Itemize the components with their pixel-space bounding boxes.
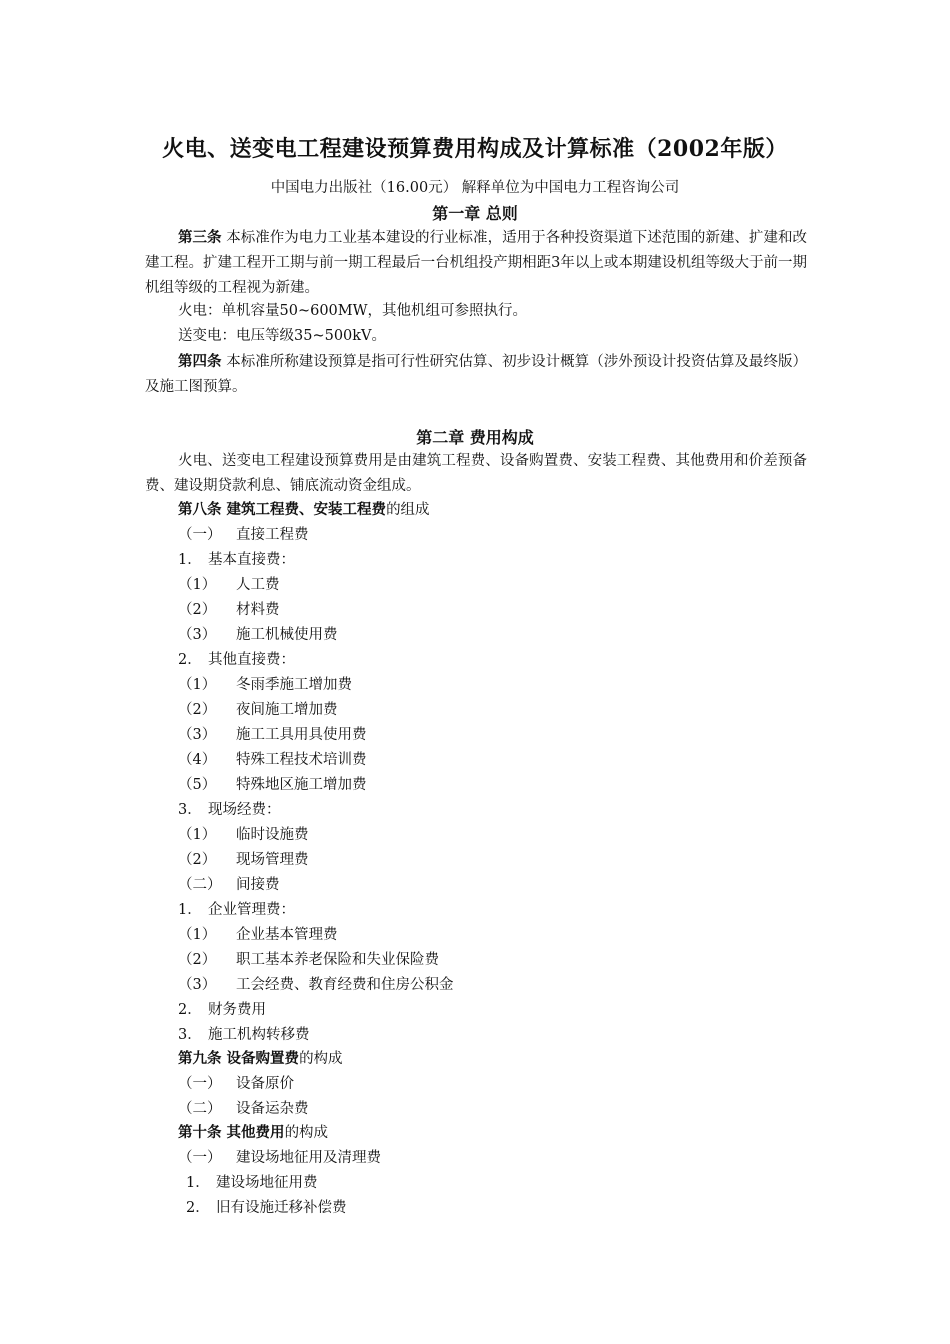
list-item-text: 间接费 (236, 877, 280, 893)
list-item-number: （3） (178, 977, 217, 993)
document-subtitle: 中国电力出版社（16.00元） 解释单位为中国电力工程咨询公司 (270, 180, 680, 196)
list-item-text: 特殊地区施工增加费 (236, 777, 367, 793)
chapter2-intro: 火电、送变电工程建设预算费用是由建筑工程费、设备购置费、安装工程费、其他费用和价差预备费、建设期贷款利息、铺底流动资金组成。 (145, 453, 807, 494)
list-item-number: （2） (178, 852, 217, 868)
list-item-text: 人工费 (236, 577, 280, 593)
list-item (178, 775, 367, 795)
chapter2-heading: 第二章 费用构成 (416, 428, 534, 447)
list-item-number: （1） (178, 677, 217, 693)
list-item (178, 875, 280, 895)
list-item-number: （1） (178, 827, 217, 843)
list-item-text: 施工机构转移费 (208, 1027, 310, 1043)
article8-suffix: 的组成 (386, 502, 430, 518)
list-item-number: （1） (178, 577, 217, 593)
article3-label: 第三条 (178, 229, 222, 246)
list-item-number: （二） (178, 1101, 222, 1117)
list-item-text: 临时设施费 (236, 827, 309, 843)
list-item-number: 3． (178, 802, 202, 818)
list-item-text: 现场经费： (208, 802, 281, 818)
list-item-number: 1． (186, 1175, 210, 1191)
list-item-text: 建设场地征用及清理费 (236, 1150, 381, 1166)
list-item-text: 材料费 (236, 602, 280, 618)
list-item-number: （一） (178, 527, 222, 543)
list-item (178, 675, 352, 695)
list-item-text: 冬雨季施工增加费 (236, 677, 352, 693)
list-item-number: （1） (178, 927, 217, 943)
article10-suffix: 的构成 (284, 1125, 329, 1141)
list-item-number: （4） (178, 752, 217, 768)
list-item-number: （二） (178, 877, 222, 893)
transmission-scope: 送变电：电压等级35~500kV。 (178, 328, 387, 344)
list-item-text: 施工机械使用费 (236, 627, 338, 643)
list-item (178, 600, 280, 620)
list-item-number: 2． (178, 652, 202, 668)
article4-paragraph (145, 349, 807, 400)
chapter1-heading: 第一章 总则 (432, 204, 518, 223)
list-item-number: （一） (178, 1076, 222, 1092)
list-item (178, 1025, 310, 1045)
list-item-text: 特殊工程技术培训费 (236, 752, 367, 768)
list-item-number: （3） (178, 727, 217, 743)
list-item (178, 650, 295, 670)
list-item (178, 1099, 309, 1119)
list-item (178, 725, 367, 745)
list-item-text: 施工工具用具使用费 (236, 727, 367, 743)
list-item-number: （一） (178, 1150, 222, 1166)
list-item (178, 550, 295, 570)
list-item-number: （3） (178, 627, 217, 643)
list-item-number: 1． (178, 902, 202, 918)
list-item (178, 975, 454, 995)
list-item (178, 950, 439, 970)
list-item (178, 800, 281, 820)
list-item (178, 625, 338, 645)
article8-label: 第八条 (178, 501, 222, 518)
article9-heading (178, 1049, 343, 1069)
thermal-scope: 火电：单机容量50~600MW，其他机组可参照执行。 (178, 303, 528, 319)
list-item (178, 575, 280, 595)
list-item-text: 其他直接费： (208, 652, 295, 668)
list-item-number: （5） (178, 777, 217, 793)
list-item-text: 夜间施工增加费 (236, 702, 338, 718)
list-item (178, 850, 309, 870)
list-item-text: 企业基本管理费 (236, 927, 338, 943)
article3-text: 本标准作为电力工业基本建设的行业标准，适用于各种投资渠道下述范围的新建、扩建和改建工程。扩建工程开工期与前一期工程最后一台机组投产期相距3年以上或本期建设机组等级大于前一期机组等级的工程视为新建。 (145, 230, 807, 296)
article8-heading (178, 500, 430, 520)
article9-label: 第九条 (178, 1050, 222, 1067)
list-item-text: 现场管理费 (236, 852, 309, 868)
article4-text: 本标准所称建设预算是指可行性研究估算、初步设计概算（涉外预设计投资估算及最终版）及施工图预算。 (145, 354, 807, 395)
list-item (178, 1074, 294, 1094)
article10-label: 第十条 (178, 1124, 222, 1141)
article10-heading (178, 1123, 328, 1143)
list-item-text: 设备原价 (236, 1076, 294, 1092)
list-item-number: 1． (178, 552, 202, 568)
document-title: 火电、送变电工程建设预算费用构成及计算标准（2002年版） (162, 136, 788, 162)
list-item-text: 职工基本养老保险和失业保险费 (236, 952, 439, 968)
article10-subject: 其他费用 (221, 1124, 285, 1141)
list-item-number: （2） (178, 952, 217, 968)
list-item (186, 1173, 318, 1193)
list-item-text: 基本直接费： (208, 552, 295, 568)
list-item (178, 1000, 266, 1020)
list-item-number: 3． (178, 1027, 202, 1043)
list-item (178, 700, 338, 720)
list-item (178, 900, 295, 920)
list-item-text: 设备运杂费 (236, 1101, 309, 1117)
list-item-text: 财务费用 (208, 1002, 266, 1018)
list-item-text: 企业管理费： (208, 902, 295, 918)
article9-subject: 设备购置费 (221, 1050, 300, 1067)
article4-label: 第四条 (178, 353, 222, 370)
list-item (178, 925, 338, 945)
list-item-text: 直接工程费 (236, 527, 309, 543)
list-item-number: 2． (178, 1002, 202, 1018)
article8-subject: 建筑工程费、安装工程费 (221, 501, 387, 518)
article9-suffix: 的构成 (299, 1051, 343, 1067)
list-item (186, 1198, 347, 1218)
list-item-number: 2． (186, 1200, 210, 1216)
list-item (178, 750, 367, 770)
list-item-text: 工会经费、教育经费和住房公积金 (236, 977, 454, 993)
list-item-number: （2） (178, 702, 217, 718)
article3-paragraph (145, 225, 807, 301)
list-item (178, 1148, 381, 1168)
list-item-number: （2） (178, 602, 217, 618)
list-item-text: 旧有设施迁移补偿费 (216, 1200, 347, 1216)
list-item-text: 建设场地征用费 (216, 1175, 318, 1191)
list-item (178, 825, 309, 845)
list-item (178, 525, 309, 545)
